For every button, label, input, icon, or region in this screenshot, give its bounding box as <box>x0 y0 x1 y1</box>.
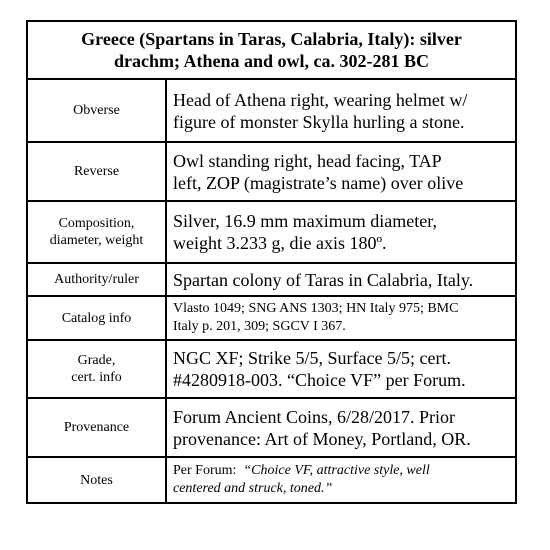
composition-label-line-1: Composition, <box>58 216 135 231</box>
notes-quote-line-1: “Choice VF, attractive style, well <box>243 463 430 478</box>
row-authority <box>28 264 515 297</box>
reverse-line-1: Owl standing right, head facing, TAP <box>173 150 442 171</box>
row-notes <box>28 458 515 502</box>
composition-label-line-2: diameter, weight <box>49 233 144 248</box>
grade-line-2: #4280918-003. “Choice VF” per Forum. <box>173 370 466 390</box>
provenance-line-2: provenance: Art of Money, Portland, OR. <box>173 428 471 449</box>
catalog-line-1: Vlasto 1049; SNG ANS 1303; HN Italy 975; BMC <box>173 301 459 316</box>
grade-label <box>28 341 167 397</box>
reverse-label: Reverse <box>28 143 167 200</box>
notes-line-1 <box>173 462 509 480</box>
composition-label <box>28 202 167 262</box>
table-title <box>28 22 515 80</box>
authority-label: Authority/ruler <box>28 264 167 295</box>
notes-prefix: Per Forum: <box>173 463 244 478</box>
composition-line-1: Silver, 16.9 mm maximum diameter, <box>173 211 438 231</box>
catalog-label: Catalog info <box>28 297 167 339</box>
title-line-1: Greece (Spartans in Taras, Calabria, Italy): silver <box>81 29 462 49</box>
provenance-value <box>167 399 515 456</box>
reverse-line-2: left, ZOP (magistrate’s name) over olive <box>173 172 464 193</box>
row-obverse <box>28 80 515 143</box>
composition-value <box>167 202 515 262</box>
notes-value <box>167 458 515 502</box>
grade-label-line-2: cert. info <box>71 370 122 385</box>
provenance-line-1: Forum Ancient Coins, 6/28/2017. Prior <box>173 406 456 427</box>
grade-value <box>167 341 515 397</box>
row-composition <box>28 202 515 264</box>
grade-label-line-1: Grade, <box>77 353 116 368</box>
coin-info-table <box>26 20 517 504</box>
row-reverse <box>28 143 515 202</box>
catalog-line-2: Italy p. 201, 309; SGCV I 367. <box>173 319 346 334</box>
obverse-line-2: figure of monster Skylla hurling a stone. <box>173 111 465 132</box>
row-grade <box>28 341 515 399</box>
grade-line-1: NGC XF; Strike 5/5, Surface 5/5; cert. <box>173 348 451 368</box>
row-provenance <box>28 399 515 458</box>
obverse-value <box>167 80 515 141</box>
row-catalog <box>28 297 515 341</box>
composition-line-2: weight 3.233 g, die axis 180º. <box>173 233 387 253</box>
title-line-2: drachm; Athena and owl, ca. 302-281 BC <box>113 51 429 71</box>
provenance-label: Provenance <box>28 399 167 456</box>
reverse-value <box>167 143 515 200</box>
obverse-label: Obverse <box>28 80 167 141</box>
obverse-line-1: Head of Athena right, wearing helmet w/ <box>173 89 468 110</box>
authority-line-1: Spartan colony of Taras in Calabria, Italy. <box>173 269 474 290</box>
catalog-value <box>167 297 515 339</box>
notes-quote-line-2: centered and struck, toned.” <box>173 481 333 496</box>
authority-value <box>167 264 515 295</box>
notes-label: Notes <box>28 458 167 502</box>
